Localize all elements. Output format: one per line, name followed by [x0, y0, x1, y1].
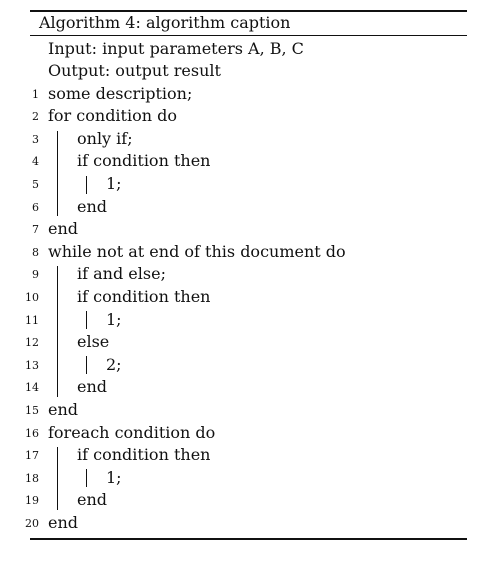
algorithm-caption: Algorithm 4: algorithm caption	[39, 13, 291, 32]
algorithm-output: Output: output result	[48, 61, 221, 80]
line-number: 20	[25, 517, 39, 530]
algorithm-line-16	[0, 422, 482, 444]
line-text: if and else;	[77, 264, 166, 283]
line-number: 8	[32, 246, 39, 259]
algorithm-line-9	[0, 263, 482, 285]
line-text: if condition then	[77, 151, 211, 170]
line-text: while not at end of this document do	[48, 242, 346, 261]
algorithm-line-4	[0, 150, 482, 172]
line-number: 4	[32, 155, 39, 168]
line-number: 18	[25, 472, 39, 485]
line-number: 3	[32, 133, 39, 146]
line-number: 19	[25, 494, 39, 507]
for-block-bar	[57, 131, 58, 216]
line-number: 1	[32, 88, 39, 101]
bottom-rule	[30, 538, 467, 540]
line-number: 9	[32, 268, 39, 281]
line-number: 2	[32, 110, 39, 123]
if-block-bar	[86, 311, 87, 329]
line-number: 6	[32, 201, 39, 214]
line-text: if condition then	[77, 445, 211, 464]
line-number: 17	[25, 449, 39, 462]
if-block-bar	[86, 469, 87, 487]
line-number: 13	[25, 359, 39, 372]
line-text: end	[48, 219, 79, 238]
algorithm-line-14	[0, 376, 482, 398]
line-text: 2;	[106, 355, 122, 374]
line-number: 12	[25, 336, 39, 349]
algorithm-line-17	[0, 444, 482, 466]
line-text: for condition do	[48, 106, 177, 125]
algorithm-line-7	[0, 218, 482, 240]
line-number: 15	[25, 404, 39, 417]
algorithm-line-2	[0, 105, 482, 127]
algorithm-line-6	[0, 196, 482, 218]
else-block-bar	[86, 356, 87, 374]
line-text: foreach condition do	[48, 423, 216, 442]
line-number: 10	[25, 291, 39, 304]
line-number: 14	[25, 381, 39, 394]
algorithm-line-1	[0, 83, 482, 105]
if-block-bar	[86, 176, 87, 194]
algorithm-line-10	[0, 286, 482, 308]
line-text: some description;	[48, 84, 193, 103]
line-number: 7	[32, 223, 39, 236]
line-text: else	[77, 332, 110, 351]
algorithm-line-11	[0, 309, 482, 331]
algorithm-line-20	[0, 512, 482, 534]
line-text: 1;	[106, 468, 122, 487]
foreach-block-bar	[57, 447, 58, 510]
algorithm-line-5	[0, 173, 482, 195]
line-text: end	[77, 197, 108, 216]
line-number: 5	[32, 178, 39, 191]
algorithm-line-18	[0, 467, 482, 489]
line-text: end	[77, 377, 108, 396]
algorithm-line-8	[0, 241, 482, 263]
line-text: if condition then	[77, 287, 211, 306]
while-block-bar	[57, 266, 58, 397]
algorithm-line-12	[0, 331, 482, 353]
caption-rule	[30, 35, 467, 36]
algorithm-line-15	[0, 399, 482, 421]
line-number: 16	[25, 427, 39, 440]
line-text: end	[48, 513, 79, 532]
algorithm-input: Input: input parameters A, B, C	[48, 39, 304, 58]
line-text: end	[48, 400, 79, 419]
algorithm-line-19	[0, 489, 482, 511]
line-text: only if;	[77, 129, 133, 148]
line-text: 1;	[106, 310, 122, 329]
line-text: 1;	[106, 174, 122, 193]
line-number: 11	[25, 314, 39, 327]
algorithm-line-3	[0, 128, 482, 150]
line-text: end	[77, 490, 108, 509]
algorithm-line-13	[0, 354, 482, 376]
